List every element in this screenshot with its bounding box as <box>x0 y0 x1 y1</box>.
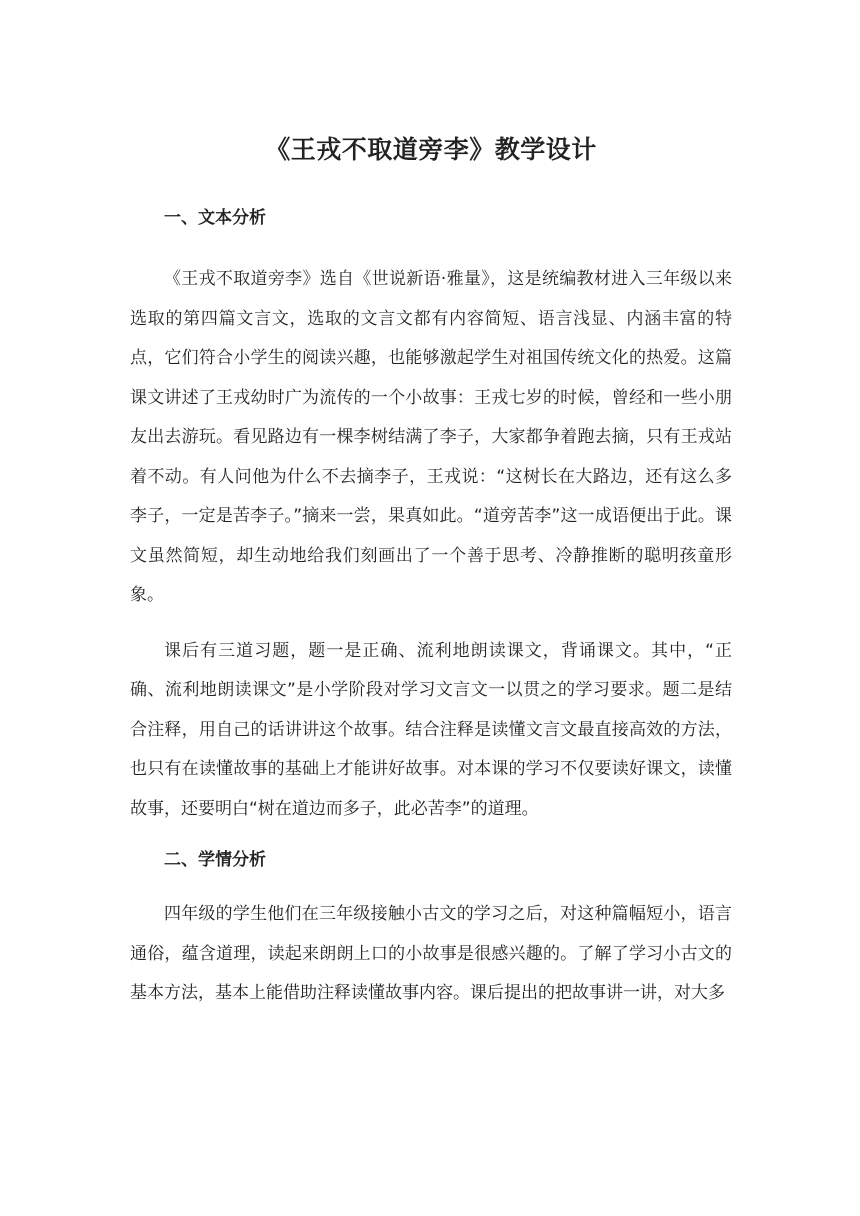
section-heading-student-analysis: 二、学情分析 <box>164 850 266 870</box>
section-heading-text-analysis: 一、文本分析 <box>164 208 266 228</box>
paragraph-student-analysis-1: 四年级的学生他们在三年级接触小古文的学习之后，对这种篇幅短小，语言通俗，蕴含道理，读起来朗朗上口的小故事是很感兴趣的。了解了学习小古文的基本方法，基本上能借助注释读懂故事内容。课后提出的把故事讲一讲，对大多 <box>130 904 732 1003</box>
paragraph-text-analysis-2: 课后有三道习题，题一是正确、流利地朗读课文，背诵课文。其中，“正确、流利地朗读课文”是小学阶段对学习文言文一以贯之的学习要求。题二是结合注释，用自己的话讲讲这个故事。结合注释是读懂文言文最直接高效的方法，也只有在读懂故事的基础上才能讲好故事。对本课的学习不仅要读好课文，读懂故事，还要明白“树在道边而多子，此必苦李”的道理。 <box>130 640 732 819</box>
document-title: 《王戎不取道旁李》教学设计 <box>265 135 597 164</box>
paragraph-text-analysis-1: 《王戎不取道旁李》选自《世说新语·雅量》，这是统编教材进入三年级以来选取的第四篇文言文，选取的文言文都有内容简短、语言浅显、内涵丰富的特点，它们符合小学生的阅读兴趣，也能够激起学生对祖国传统文化的热爱。这篇课文讲述了王戎幼时广为流传的一个小故事：王戎七岁的时候，曾经和一些小朋友出去游玩。看见路边有一棵李树结满了李子，大家都争着跑去摘，只有王戎站着不动。有人问他为什么不去摘李子，王戎说：“这树长在大路边，还有这么多李子，一定是苦李子。”摘来一尝，果真如此。“道旁苦李”这一成语便出于此。课文虽然简短，却生动地给我们刻画出了一个善于思考、冷静推断的聪明孩童形象。 <box>130 269 732 605</box>
